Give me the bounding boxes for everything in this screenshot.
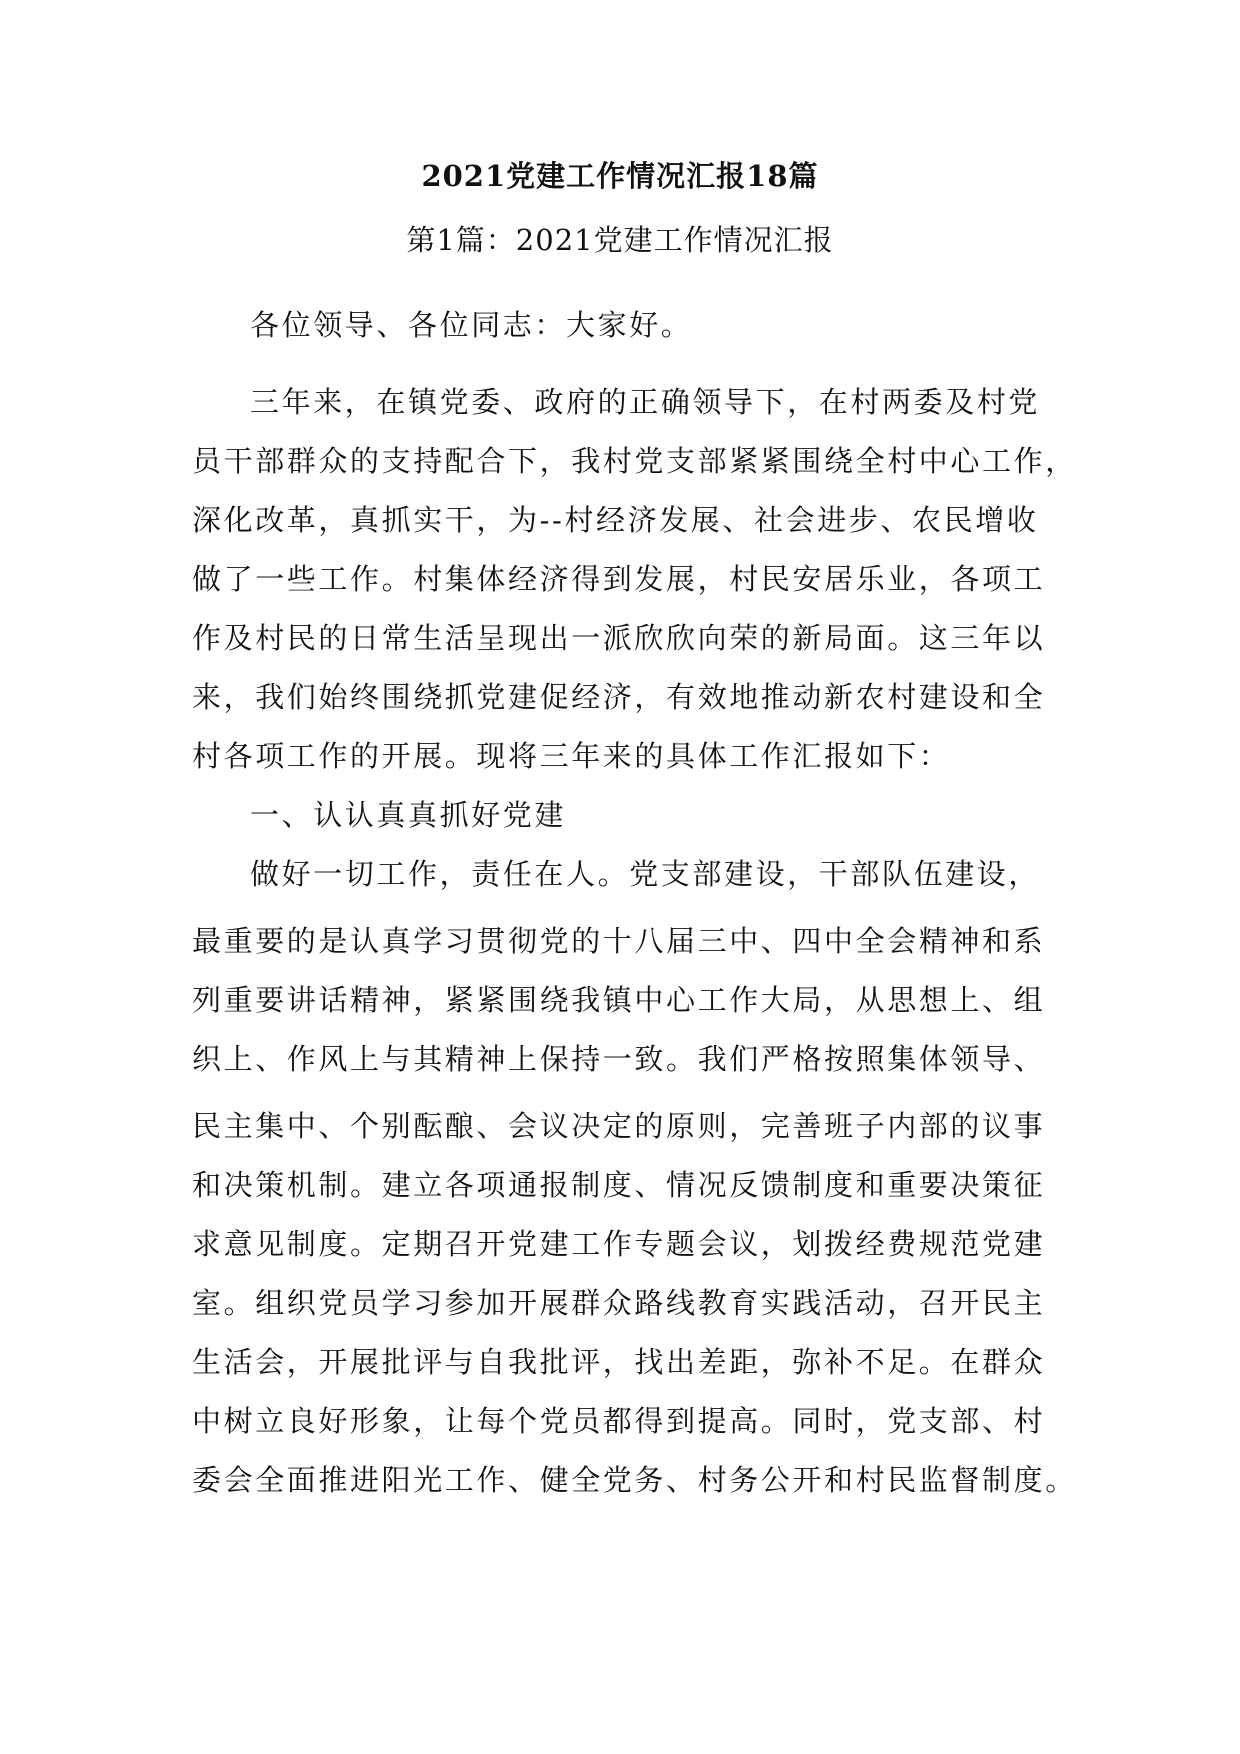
text-line: 列重要讲话精神，紧紧围绕我镇中心工作大局，从思想上、组	[192, 983, 1046, 1017]
text-line: 最重要的是认真学习贯彻党的十八届三中、四中全会精神和系	[192, 924, 1046, 958]
text-line: 做了一些工作。村集体经济得到发展，村民安居乐业，各项工	[192, 562, 1046, 596]
text-line: 村各项工作的开展。现将三年来的具体工作汇报如下：	[192, 739, 951, 773]
text-line: 员干部群众的支持配合下，我村党支部紧紧围绕全村中心工作，	[192, 444, 1077, 478]
text-line: 求意见制度。定期召开党建工作专题会议，划拨经费规范党建	[192, 1227, 1046, 1261]
text-line: 室。组织党员学习参加开展群众路线教育实践活动，召开民主	[192, 1286, 1046, 1320]
text-line: 生活会，开展批评与自我批评，找出差距，弥补不足。在群众	[192, 1345, 1046, 1379]
text-line: 三年来，在镇党委、政府的正确领导下，在村两委及村党	[250, 385, 1041, 419]
document-title: 2021党建工作情况汇报18篇	[421, 159, 819, 193]
text-line: 中树立良好形象，让每个党员都得到提高。同时，党支部、村	[192, 1404, 1046, 1438]
text-line: 深化改革，真抓实干，为--村经济发展、社会进步、农民增收	[192, 503, 1039, 537]
document-body	[192, 296, 1077, 1510]
section-heading: 一、认认真真抓好党建	[250, 798, 567, 832]
greeting-paragraph: 各位领导、各位同志：大家好。	[250, 308, 693, 342]
text-line: 作及村民的日常生活呈现出一派欣欣向荣的新局面。这三年以	[192, 621, 1046, 655]
text-line: 织上、作风上与其精神上保持一致。我们严格按照集体领导、	[192, 1042, 1046, 1076]
intro-paragraph	[192, 373, 1077, 786]
text-line: 来，我们始终围绕抓党建促经济，有效地推动新农村建设和全	[192, 680, 1046, 714]
document-subtitle: 第1篇：2021党建工作情况汇报	[406, 223, 834, 257]
text-line: 和决策机制。建立各项通报制度、情况反馈制度和重要决策征	[192, 1168, 1046, 1202]
section-paragraph	[192, 845, 1077, 1510]
text-line: 委会全面推进阳光工作、健全党务、村务公开和村民监督制度。	[192, 1463, 1077, 1497]
text-line: 做好一切工作，责任在人。党支部建设，干部队伍建设，	[250, 857, 1041, 891]
text-line: 民主集中、个别酝酿、会议决定的原则，完善班子内部的议事	[192, 1109, 1046, 1143]
